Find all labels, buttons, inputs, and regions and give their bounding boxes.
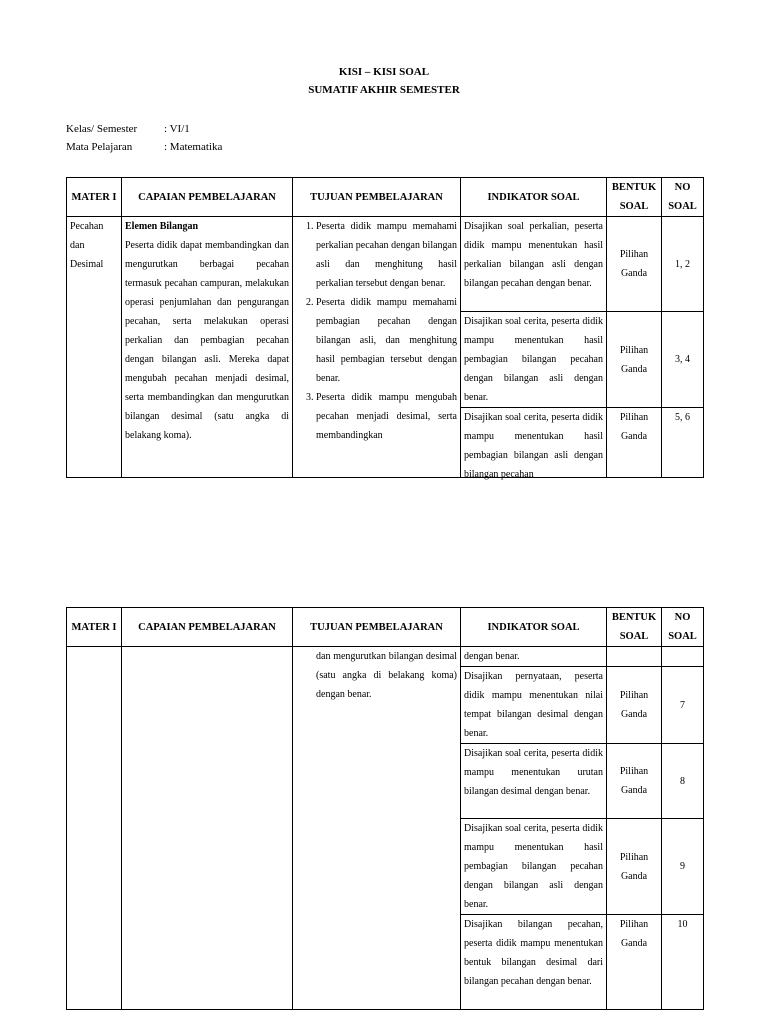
no-soal-cell: 9 <box>662 819 704 915</box>
header-capaian: CAPAIAN PEMBELAJARAN <box>122 608 293 647</box>
header-tujuan: TUJUAN PEMBELAJARAN <box>293 178 461 217</box>
no-soal-cell <box>662 647 704 667</box>
kisi-table-page2 <box>66 607 704 1010</box>
no-soal-cell: 10 <box>662 915 704 1010</box>
mapel-value: : Matematika <box>164 141 223 153</box>
header-no: NO SOAL <box>662 608 704 647</box>
tujuan-item: 1. Peserta didik mampu memahami perkalian pecahan dengan bilangan asli dan menghitung hasil perkalian tersebut dengan benar. <box>316 217 457 293</box>
bentuk-cell: Pilihan Ganda <box>607 819 662 915</box>
indikator-cell: Disajikan soal cerita, peserta didik mampu menentukan urutan bilangan desimal dengan benar. <box>461 744 607 819</box>
header-capaian: CAPAIAN PEMBELAJARAN <box>122 178 293 217</box>
document-subtitle: SUMATIF AKHIR SEMESTER <box>308 84 460 96</box>
indikator-cell <box>461 408 607 478</box>
header-bentuk: BENTUK SOAL <box>607 608 662 647</box>
indikator-cell: Disajikan pernyataan, peserta didik mampu menentukan nilai tempat bilangan desimal dengan benar. <box>461 667 607 744</box>
tujuan-cell <box>293 647 461 1010</box>
no-soal-cell: 7 <box>662 667 704 744</box>
no-soal-cell: 8 <box>662 744 704 819</box>
capaian-title: Elemen Bilangan <box>125 221 199 232</box>
tujuan-item: 2. Peserta didik mampu memahami pembagian pecahan dengan bilangan asli, dan menghitung hasil pembagian tersebut dengan benar. <box>316 293 457 388</box>
no-soal-cell: 1, 2 <box>662 217 704 312</box>
mapel-label: Mata Pelajaran <box>66 141 133 153</box>
indikator-cell: Disajikan soal perkalian, peserta didik mampu menentukan hasil perkalian bilangan asli dengan bilangan pecahan dengan benar. <box>461 217 607 312</box>
bentuk-cell: Pilihan Ganda <box>607 744 662 819</box>
indikator-text: Disajikan soal cerita, peserta didik mampu menentukan hasil pembagian bilangan asli dengan bilangan pecahan <box>464 412 603 480</box>
materi-text: Pecahan dan Desimal <box>70 221 104 270</box>
materi-cell <box>67 647 122 1010</box>
header-no: NO SOAL <box>662 178 704 217</box>
header-tujuan: TUJUAN PEMBELAJARAN <box>293 608 461 647</box>
indikator-cell: Disajikan soal cerita, peserta didik mampu menentukan hasil pembagian bilangan pecahan dengan bilangan asli dengan benar. <box>461 819 607 915</box>
bentuk-cell: Pilihan Ganda <box>607 408 662 478</box>
document-title: KISI – KISI SOAL <box>338 66 430 78</box>
kisi-table-page1 <box>66 177 704 478</box>
tujuan-continuation: dan mengurutkan bilangan desimal (satu angka di belakang koma) dengan benar. <box>316 651 457 700</box>
bentuk-cell: Pilihan Ganda <box>607 667 662 744</box>
header-materi: MATER I <box>67 178 122 217</box>
header-indikator: INDIKATOR SOAL <box>461 608 607 647</box>
indikator-cell: dengan benar. <box>461 647 607 667</box>
tujuan-cell <box>293 217 461 478</box>
bentuk-cell: Pilihan Ganda <box>607 915 662 1010</box>
capaian-text: Peserta didik dapat membandingkan dan mengurutkan berbagai pecahan termasuk pecahan campuran, melakukan operasi penjumlahan dan pengurangan pecahan, serta melakukan operasi perkalian dan pembagian pecahan dengan bilangan asli. Mereka dapat mengubah pecahan menjadi desimal, serta membandingkan dan mengurutkan bilangan desimal (satu angka di belakang koma). <box>125 240 289 441</box>
capaian-cell <box>122 217 293 478</box>
indikator-cell: Disajikan soal cerita, peserta didik mampu menentukan hasil pembagian bilangan pecahan dengan bilangan asli dengan benar. <box>461 312 607 408</box>
header-bentuk: BENTUK SOAL <box>607 178 662 217</box>
kelas-label: Kelas/ Semester <box>66 123 138 135</box>
header-indikator: INDIKATOR SOAL <box>461 178 607 217</box>
tujuan-list <box>296 217 457 445</box>
bentuk-cell: Pilihan Ganda <box>607 312 662 408</box>
materi-cell <box>67 217 122 478</box>
bentuk-cell <box>607 647 662 667</box>
no-soal-cell: 3, 4 <box>662 312 704 408</box>
kelas-value: : VI/1 <box>164 123 190 135</box>
no-soal-cell: 5, 6 <box>662 408 704 478</box>
indikator-cell: Disajikan bilangan pecahan, peserta didik mampu menentukan bentuk bilangan desimal dari bilangan pecahan dengan benar. <box>461 915 607 1010</box>
capaian-cell <box>122 647 293 1010</box>
bentuk-cell: Pilihan Ganda <box>607 217 662 312</box>
header-materi: MATER I <box>67 608 122 647</box>
tujuan-item: 3. Peserta didik mampu mengubah pecahan menjadi desimal, serta membandingkan <box>316 388 457 445</box>
